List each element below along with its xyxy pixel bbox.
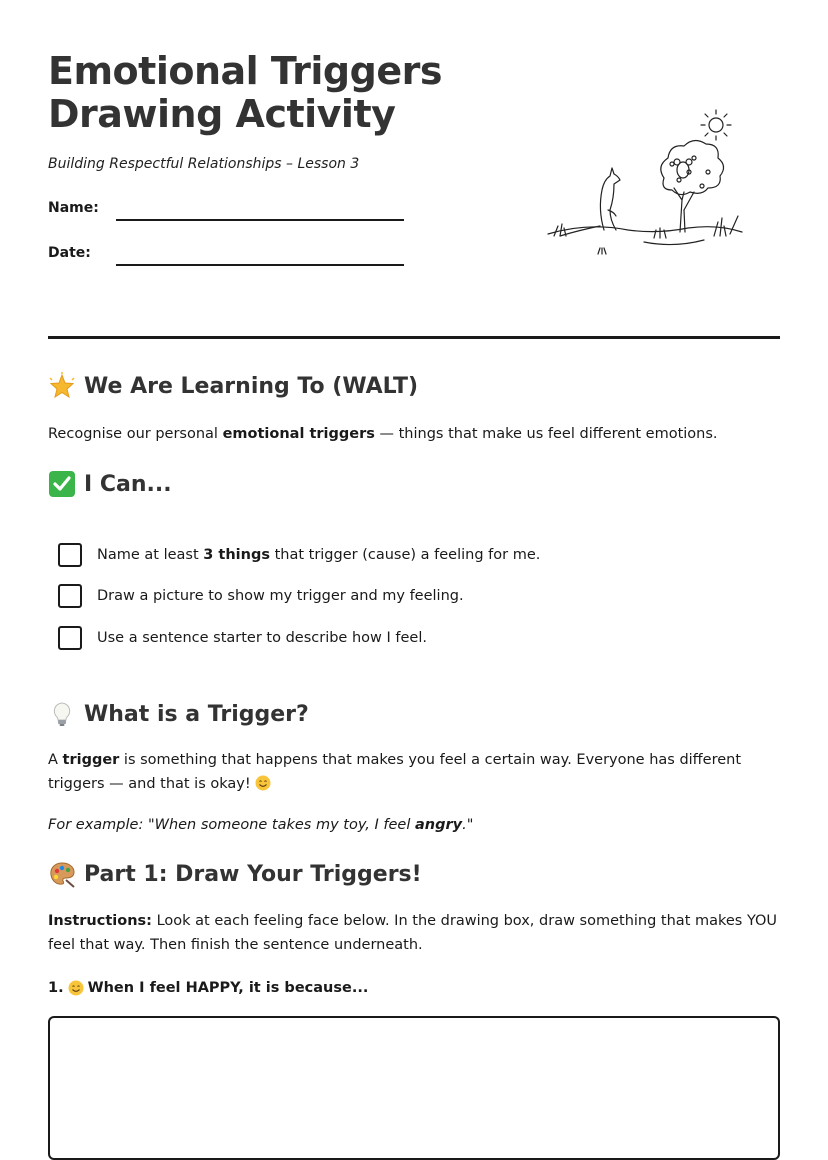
ican-heading: I Can... bbox=[48, 470, 172, 498]
trigger-example: For example: "When someone takes my toy, I feel angry." bbox=[48, 817, 474, 833]
grass-icon bbox=[548, 216, 742, 254]
smiling-face-icon bbox=[68, 980, 84, 996]
ican-item-2[interactable] bbox=[58, 584, 464, 608]
light-bulb-icon bbox=[48, 700, 76, 728]
name-label: Name: bbox=[48, 200, 99, 216]
walt-text: Recognise our personal emotional triggers — things that make us feel different emotions. bbox=[48, 426, 718, 442]
date-line[interactable] bbox=[116, 264, 404, 266]
page-title: Emotional Triggers Drawing Activity bbox=[48, 49, 442, 136]
walt-heading: We Are Learning To (WALT) bbox=[48, 372, 418, 400]
ican-item-1[interactable] bbox=[58, 543, 540, 567]
ican-item-label: Name at least 3 things that trigger (cause) a feeling for me. bbox=[97, 547, 541, 563]
kangaroo-koala-illustration bbox=[544, 100, 744, 260]
artist-palette-icon bbox=[48, 860, 76, 888]
ican-item-label: Use a sentence starter to describe how I feel. bbox=[97, 630, 427, 646]
section-divider bbox=[48, 336, 780, 339]
tree-icon bbox=[661, 140, 724, 232]
ican-item-3[interactable] bbox=[58, 626, 427, 650]
trigger-heading: What is a Trigger? bbox=[48, 700, 309, 728]
checkbox[interactable] bbox=[58, 584, 82, 608]
part1-heading: Part 1: Draw Your Triggers! bbox=[48, 860, 422, 888]
happy-drawing-box[interactable] bbox=[48, 1016, 780, 1160]
happy-prompt: 1. When I feel HAPPY, it is because... bbox=[48, 980, 369, 996]
glowing-star-icon bbox=[48, 372, 76, 400]
sun-icon bbox=[701, 110, 731, 140]
check-mark-button-icon bbox=[48, 470, 76, 498]
trigger-definition: A trigger is something that happens that makes you feel a certain way. Everyone has different triggers — and that is okay! bbox=[48, 752, 742, 792]
lesson-subtitle: Building Respectful Relationships – Lesson 3 bbox=[48, 156, 360, 172]
ican-item-label: Draw a picture to show my trigger and my feeling. bbox=[97, 588, 464, 604]
name-line[interactable] bbox=[116, 219, 404, 221]
kangaroo-icon bbox=[560, 168, 620, 236]
date-label: Date: bbox=[48, 245, 91, 261]
checkbox[interactable] bbox=[58, 543, 82, 567]
checkbox[interactable] bbox=[58, 626, 82, 650]
koala-icon bbox=[674, 159, 692, 178]
part1-instructions: Instructions: Look at each feeling face below. In the drawing box, draw something that makes YOU feel that way. Then finish the sentence underneath. bbox=[48, 913, 778, 953]
smiling-face-icon bbox=[255, 775, 271, 791]
